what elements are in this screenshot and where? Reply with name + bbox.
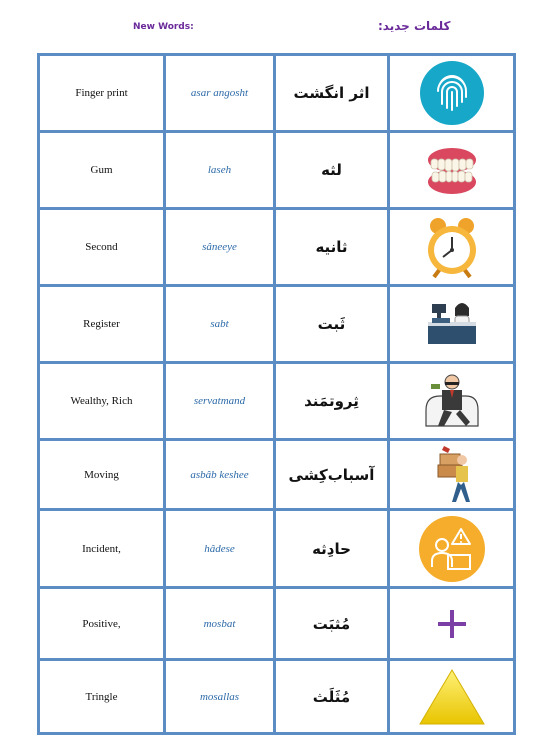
incident-warning-icon: [418, 515, 486, 583]
transliteration: asar angosht: [165, 55, 275, 132]
persian-word: مُثَلَث: [275, 660, 389, 734]
teeth-gum-icon: [424, 142, 480, 198]
english-word: Incident,: [39, 510, 165, 588]
transliteration: sâneeye: [165, 209, 275, 286]
picture-cell: [389, 510, 515, 588]
persian-word: آسباب‌کِشی: [275, 440, 389, 510]
table-row: [39, 440, 515, 510]
persian-word: اثر انگشت: [275, 55, 389, 132]
picture-cell: [389, 363, 515, 440]
picture-cell: [389, 588, 515, 660]
transliteration: asbâb keshee: [165, 440, 275, 510]
english-word: Gum: [39, 132, 165, 209]
cashier-register-icon: [424, 300, 480, 348]
vocabulary-table: [37, 53, 516, 735]
persian-word: ثَبت: [275, 286, 389, 363]
moving-boxes-icon: [430, 444, 474, 506]
triangle-icon: [417, 667, 487, 727]
transliteration: servatmand: [165, 363, 275, 440]
persian-word: ثِروتمَند: [275, 363, 389, 440]
table-row: [39, 209, 515, 286]
english-word: Tringle: [39, 660, 165, 734]
picture-cell: [389, 660, 515, 734]
table-row: [39, 286, 515, 363]
table-row: [39, 55, 515, 132]
english-word: Moving: [39, 440, 165, 510]
transliteration: sabt: [165, 286, 275, 363]
plus-sign-icon: [434, 606, 470, 642]
transliteration: hâdese: [165, 510, 275, 588]
picture-cell: [389, 209, 515, 286]
persian-word: لثه: [275, 132, 389, 209]
english-heading: New Words:: [133, 22, 194, 32]
persian-word: حادِثه: [275, 510, 389, 588]
picture-cell: [389, 440, 515, 510]
transliteration: laseh: [165, 132, 275, 209]
table-row: [39, 510, 515, 588]
fingerprint-icon: [417, 60, 487, 126]
table-row: [39, 363, 515, 440]
persian-heading: کلمات جدید:: [378, 19, 451, 33]
persian-word: ثانیه: [275, 209, 389, 286]
english-word: Finger print: [39, 55, 165, 132]
picture-cell: [389, 55, 515, 132]
persian-word: مُثبَت: [275, 588, 389, 660]
english-word: Register: [39, 286, 165, 363]
english-word: Wealthy, Rich: [39, 363, 165, 440]
table-row: [39, 132, 515, 209]
english-word: Second: [39, 209, 165, 286]
table-row: [39, 660, 515, 734]
alarm-clock-icon: [424, 215, 480, 279]
transliteration: mosallas: [165, 660, 275, 734]
picture-cell: [389, 132, 515, 209]
table-row: [39, 588, 515, 660]
picture-cell: [389, 286, 515, 363]
wealthy-man-icon: [422, 370, 482, 432]
english-word: Positive,: [39, 588, 165, 660]
transliteration: mosbat: [165, 588, 275, 660]
